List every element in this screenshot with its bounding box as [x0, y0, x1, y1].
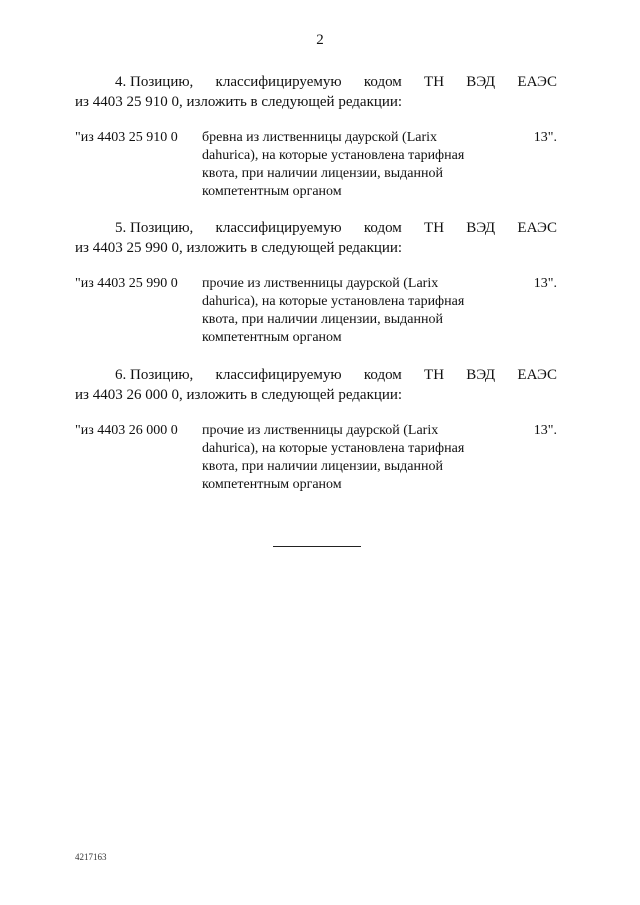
entry-code: "из 4403 25 990 0 — [75, 276, 178, 291]
page-number: 2 — [316, 32, 324, 48]
entry-code: "из 4403 26 000 0 — [75, 423, 178, 438]
section-6-word: классифицируемую — [215, 367, 342, 383]
section-6-line-2: из 4403 26 000 0, изложить в следующей редакции: — [75, 387, 403, 403]
section-4-paragraph — [75, 72, 557, 112]
section-6-word: ВЭД — [466, 367, 496, 383]
entry-rate: 13". — [533, 423, 557, 438]
section-5-paragraph — [75, 218, 557, 258]
section-6-word: кодом — [363, 367, 402, 383]
section-6-paragraph — [75, 365, 557, 405]
section-5-word: ЕАЭС — [517, 220, 557, 236]
entry-rate: 13". — [533, 130, 557, 145]
entry-description: прочие из лиственницы даурской (Larix dahurica), на которые установлена тарифная квота, при наличии лицензии, выданной компетентным органом — [202, 423, 465, 492]
section-5-word: 5. Позицию, — [115, 220, 194, 236]
section-4-word: ЕАЭС — [517, 74, 557, 90]
section-4-line-2: из 4403 25 910 0, изложить в следующей редакции: — [75, 94, 403, 110]
section-6-word: ЕАЭС — [517, 367, 557, 383]
entry-code: "из 4403 25 910 0 — [75, 130, 178, 145]
section-5-word: ВЭД — [466, 220, 496, 236]
entry-rate: 13". — [533, 276, 557, 291]
section-5-word: классифицируемую — [215, 220, 342, 236]
end-of-document-rule — [273, 546, 361, 547]
entry-description: прочие из лиственницы даурской (Larix dahurica), на которые установлена тарифная квота, при наличии лицензии, выданной компетентным органом — [202, 276, 465, 345]
section-6-word: 6. Позицию, — [115, 367, 194, 383]
section-5-word: ТН — [424, 220, 445, 236]
section-5-line-2: из 4403 25 990 0, изложить в следующей редакции: — [75, 240, 403, 256]
section-5-word: кодом — [363, 220, 402, 236]
document-id: 4217163 — [75, 852, 107, 862]
section-4-line-1 — [75, 72, 557, 92]
section-4-word: классифицируемую — [215, 74, 342, 90]
section-4-word: кодом — [363, 74, 402, 90]
section-6-word: ТН — [424, 367, 445, 383]
section-6-line-1 — [75, 365, 557, 385]
section-4-word: 4. Позицию, — [115, 74, 194, 90]
section-4-word: ТН — [424, 74, 445, 90]
section-5-line-1 — [75, 218, 557, 238]
entry-description: бревна из лиственницы даурской (Larix dahurica), на которые установлена тарифная квота, при наличии лицензии, выданной компетентным органом — [202, 130, 465, 199]
section-4-word: ВЭД — [466, 74, 496, 90]
